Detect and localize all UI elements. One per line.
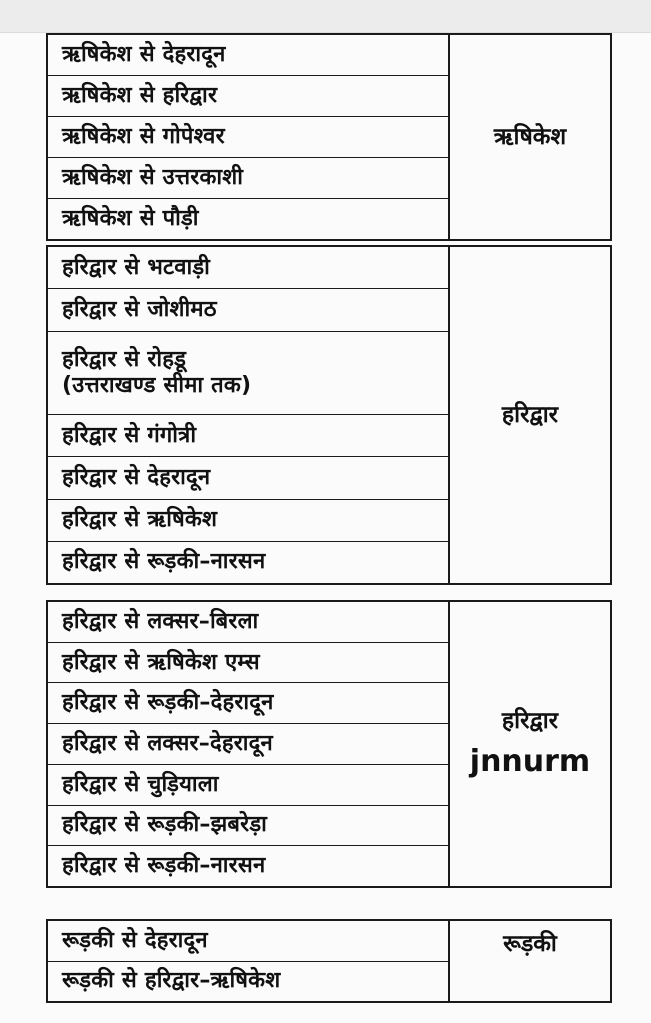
depot-cell bbox=[450, 247, 610, 583]
route-table-rishikesh bbox=[46, 33, 612, 241]
route-row bbox=[48, 500, 448, 542]
route-text: रूड़की से देहरादून bbox=[62, 927, 208, 953]
top-bar bbox=[0, 0, 651, 33]
route-row bbox=[48, 158, 448, 199]
depot-name: हरिद्वार bbox=[501, 401, 559, 428]
route-text: हरिद्वार से रूड़की–झबरेड़ा bbox=[62, 812, 268, 838]
route-row bbox=[48, 921, 448, 962]
route-row bbox=[48, 247, 448, 289]
route-text: हरिद्वार से रूड़की–देहरादून bbox=[62, 690, 274, 716]
route-text: ऋषिकेश से देहरादून bbox=[62, 42, 226, 68]
route-row bbox=[48, 806, 448, 847]
route-table-roorkee bbox=[46, 919, 612, 1003]
route-text: हरिद्वार से भटवाड़ी bbox=[62, 254, 211, 280]
route-row bbox=[48, 332, 448, 416]
route-text: ऋषिकेश से गोपेश्वर bbox=[62, 124, 225, 150]
depot-cell bbox=[450, 35, 610, 239]
route-text-continued: (उत्तराखण्ड सीमा तक) bbox=[62, 372, 252, 398]
route-row bbox=[48, 199, 448, 239]
route-row bbox=[48, 76, 448, 117]
route-row bbox=[48, 962, 448, 1002]
route-text: ऋषिकेश से हरिद्वार bbox=[62, 83, 218, 109]
depot-scheme: jnnurm bbox=[469, 743, 591, 779]
route-row bbox=[48, 117, 448, 158]
route-row bbox=[48, 35, 448, 76]
scanned-page bbox=[0, 33, 651, 1023]
depot-name: हरिद्वार bbox=[501, 708, 559, 735]
route-list bbox=[48, 921, 450, 1001]
route-table-haridwar bbox=[46, 245, 612, 585]
route-text: हरिद्वार से लक्सर–देहरादून bbox=[62, 731, 273, 757]
route-text: हरिद्वार से गंगोत्री bbox=[62, 422, 197, 448]
depot-cell bbox=[450, 602, 610, 886]
route-text: ऋषिकेश से उत्तरकाशी bbox=[62, 165, 244, 191]
route-text: हरिद्वार से ऋषिकेश एम्स bbox=[62, 649, 260, 675]
route-list bbox=[48, 35, 450, 239]
route-row bbox=[48, 724, 448, 765]
route-row bbox=[48, 765, 448, 806]
route-table-haridwar-jnnurm bbox=[46, 600, 612, 888]
route-row bbox=[48, 457, 448, 499]
route-text: हरिद्वार से चुड़ियाला bbox=[62, 771, 219, 797]
route-text: हरिद्वार से रोहडू bbox=[62, 346, 187, 372]
route-row bbox=[48, 289, 448, 331]
route-row bbox=[48, 683, 448, 724]
route-text: हरिद्वार से लक्सर–बिरला bbox=[62, 608, 259, 634]
depot-cell bbox=[450, 921, 610, 1001]
route-text: रूड़की से हरिद्वार–ऋषिकेश bbox=[62, 968, 281, 994]
route-row bbox=[48, 643, 448, 684]
route-row bbox=[48, 846, 448, 886]
route-list bbox=[48, 247, 450, 583]
route-row bbox=[48, 542, 448, 583]
route-row bbox=[48, 602, 448, 643]
route-list bbox=[48, 602, 450, 886]
route-text: हरिद्वार से रूड़की–नारसन bbox=[62, 853, 266, 879]
route-text: हरिद्वार से रूड़की–नारसन bbox=[62, 549, 266, 575]
route-row bbox=[48, 415, 448, 457]
route-text: ऋषिकेश से पौड़ी bbox=[62, 206, 199, 232]
route-text: हरिद्वार से जोशीमठ bbox=[62, 296, 217, 322]
depot-name: रूड़की bbox=[503, 931, 557, 957]
depot-name: ऋषिकेश bbox=[493, 123, 567, 150]
route-text: हरिद्वार से ऋषिकेश bbox=[62, 507, 218, 533]
route-text: हरिद्वार से देहरादून bbox=[62, 464, 211, 490]
